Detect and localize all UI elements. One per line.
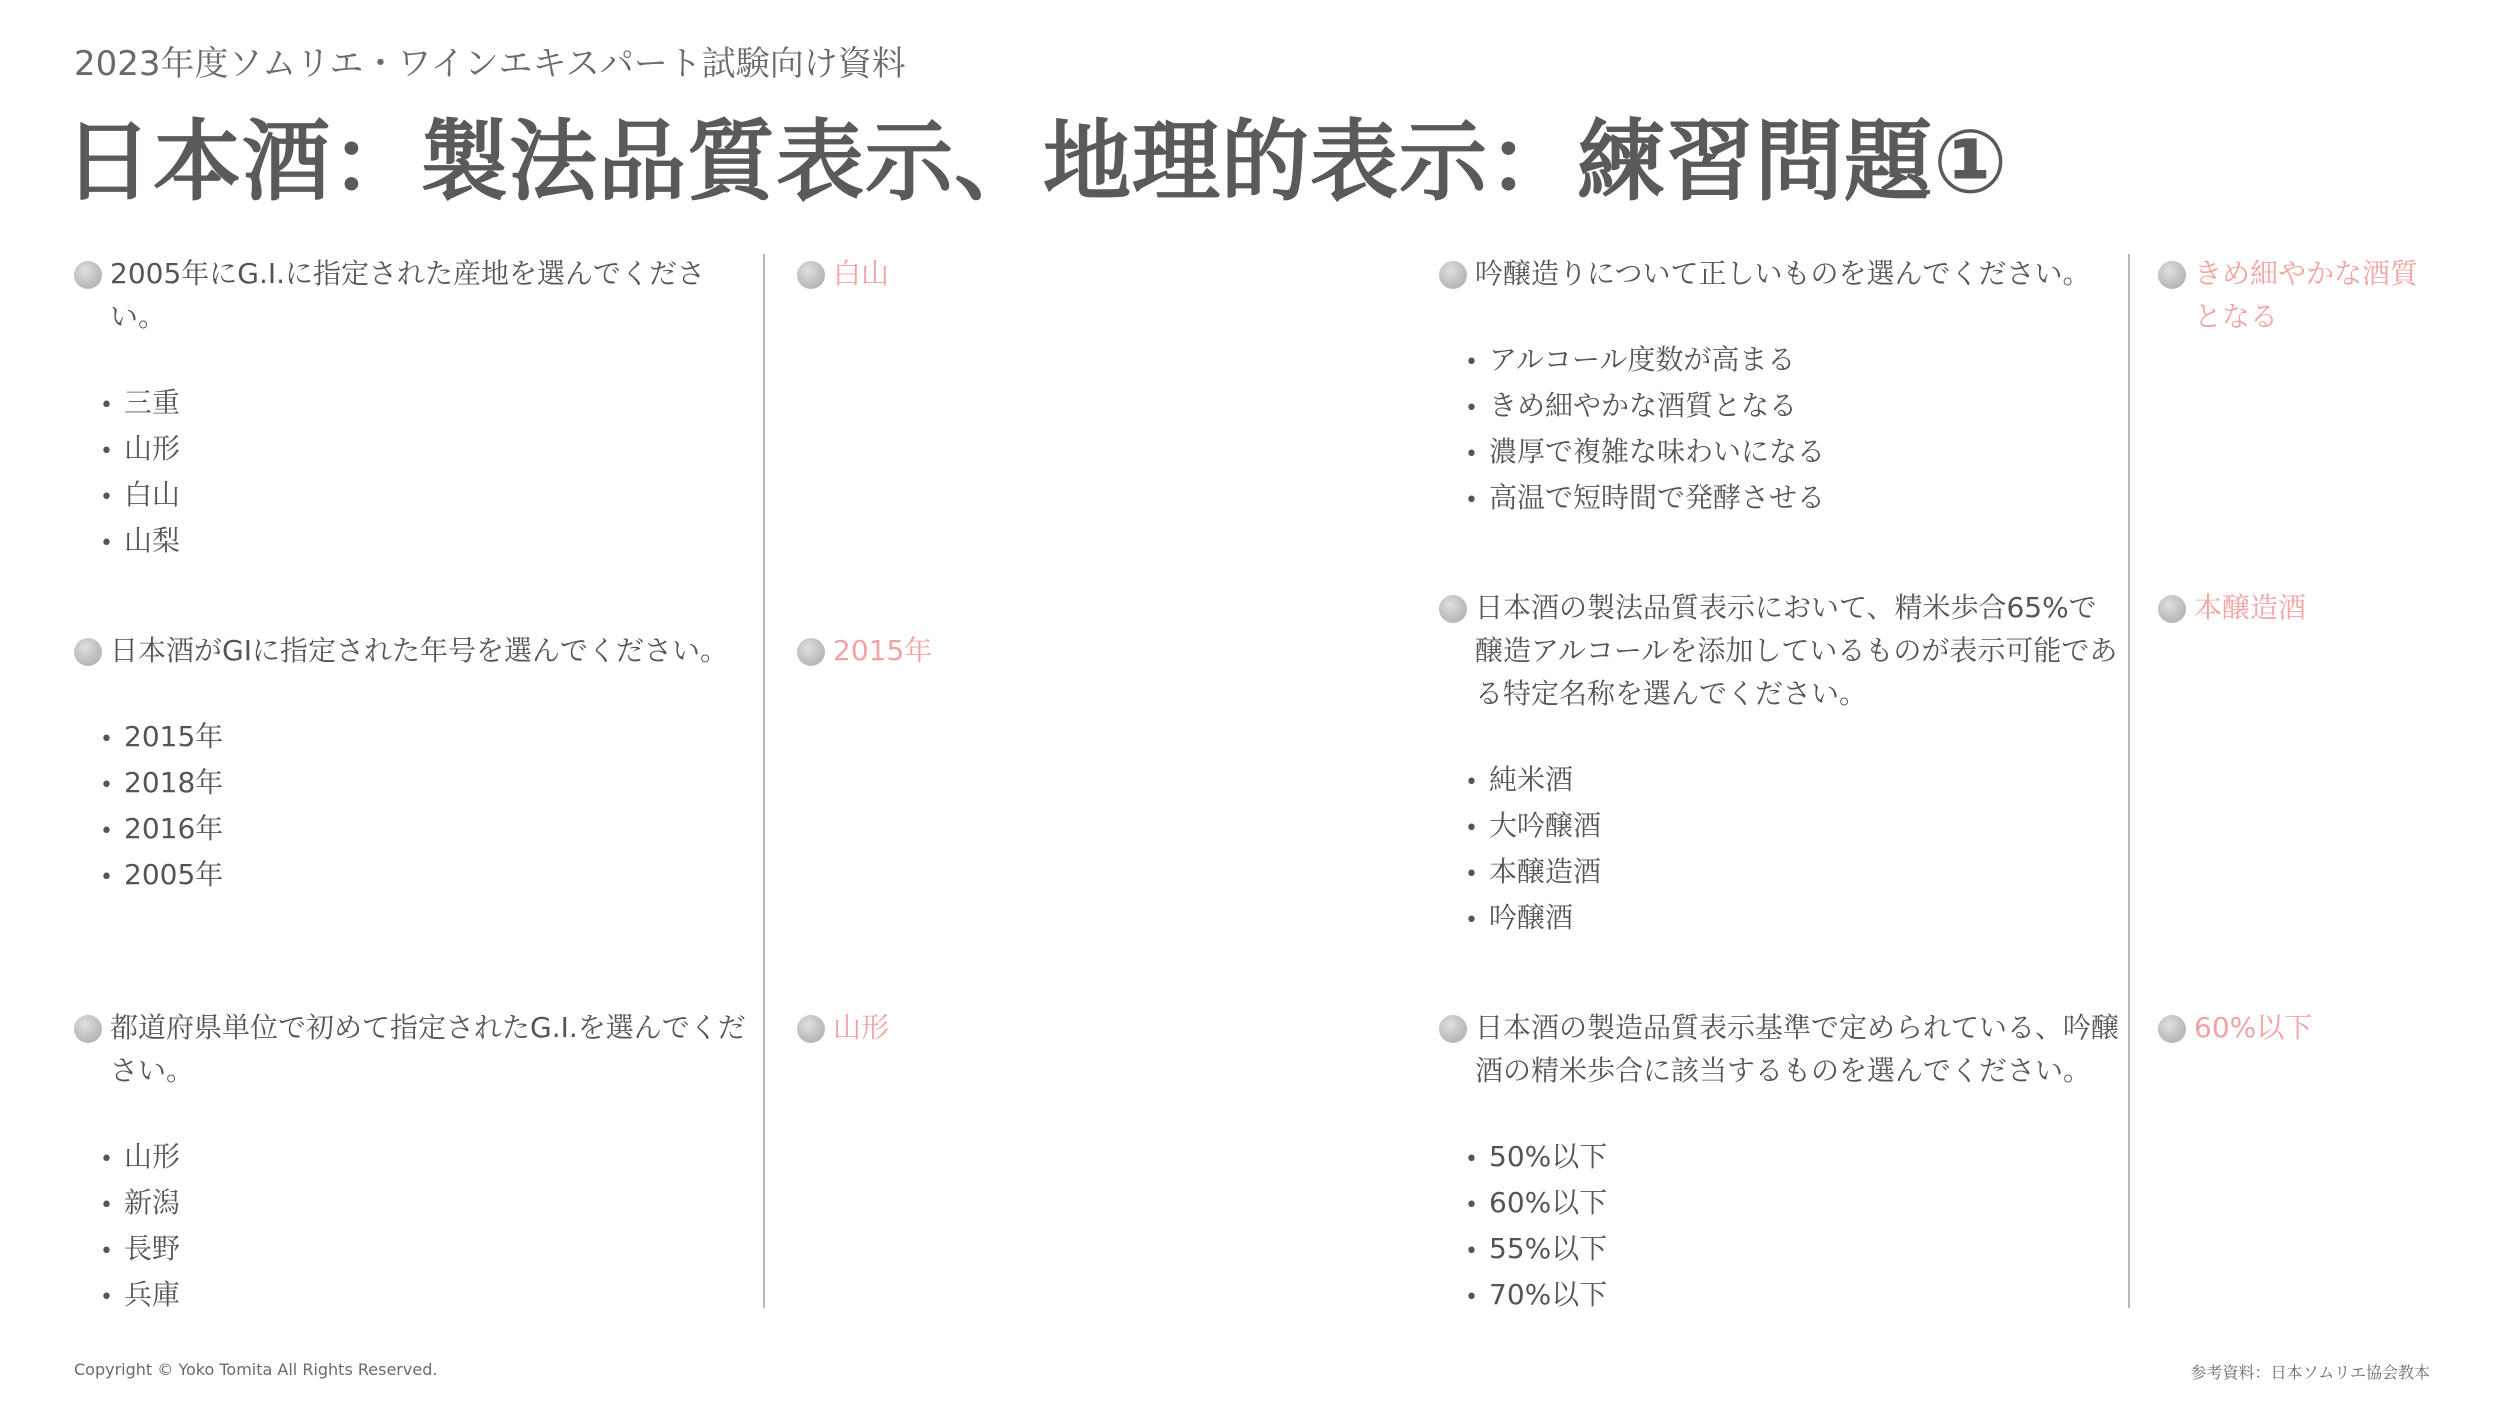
question-bullet-icon: [1439, 1015, 1467, 1043]
question-block-5: [1439, 586, 2119, 942]
answer-bullet-icon: [797, 638, 825, 666]
question-block-1: [74, 252, 754, 565]
slide-subtitle: 2023年度ソムリエ・ワインエキスパート試験向け資料: [74, 44, 906, 84]
question-bullet-icon: [74, 261, 102, 289]
answer-block-6: [2158, 1006, 2428, 1049]
question-bullet-icon: [74, 638, 102, 666]
reference-note: 参考資料：日本ソムリエ協会教本: [2190, 1363, 2430, 1382]
answer-block-2: [797, 629, 1097, 672]
slide-title: 日本酒：製法品質表示、地理的表示：練習問題①: [64, 110, 2009, 213]
option-list: [1439, 758, 2119, 942]
answer-block-4: [2158, 252, 2428, 338]
option-item: • 三重: [100, 386, 181, 419]
option-item: • 60%以下: [1465, 1186, 1608, 1219]
column-divider-right: [2128, 254, 2130, 1308]
option-item: • 高温で短時間で発酵させる: [1465, 481, 1826, 514]
question-bullet-icon: [1439, 595, 1467, 623]
option-item: • 2015年: [100, 720, 224, 753]
option-list: [1439, 338, 2119, 522]
option-list: [74, 1135, 746, 1319]
answer-block-5: [2158, 586, 2428, 629]
option-item: • 2016年: [100, 812, 224, 845]
question-text: 日本酒の製法品質表示において、精米歩合65%で醸造アルコールを添加しているものが表示可能である特定名称を選んでください。: [1475, 591, 2118, 710]
answer-bullet-icon: [797, 1015, 825, 1043]
answer-text: 2015年: [833, 634, 933, 667]
question-block-3: [74, 1006, 746, 1319]
answer-block-1: [797, 252, 1097, 295]
answer-text: 白山: [833, 257, 890, 290]
answer-text: 山形: [833, 1011, 890, 1044]
option-item: • 山形: [100, 432, 181, 465]
question-text: 都道府県単位で初めて指定されたG.I.を選んでください。: [110, 1011, 746, 1087]
option-item: • 濃厚で複雑な味わいになる: [1465, 435, 1826, 468]
copyright-notice: Copyright © Yoko Tomita All Rights Reserved.: [74, 1360, 438, 1379]
answer-text: 本醸造酒: [2194, 591, 2307, 624]
option-item: • 純米酒: [1465, 763, 1574, 796]
option-item: • 2018年: [100, 766, 224, 799]
question-bullet-icon: [74, 1015, 102, 1043]
option-item: • 長野: [100, 1232, 181, 1265]
answer-text: きめ細やかな酒質となる: [2194, 257, 2419, 333]
option-item: • 本醸造酒: [1465, 855, 1602, 888]
option-item: • 兵庫: [100, 1278, 181, 1311]
question-block-6: [1439, 1006, 2119, 1319]
option-item: • 大吟醸酒: [1465, 809, 1602, 842]
answer-bullet-icon: [797, 261, 825, 289]
question-text: 2005年にG.I.に指定された産地を選んでください。: [110, 257, 706, 333]
question-text: 吟醸造りについて正しいものを選んでください。: [1475, 257, 2091, 290]
question-block-4: [1439, 252, 2119, 522]
option-item: • 山梨: [100, 524, 181, 557]
answer-block-3: [797, 1006, 1097, 1049]
option-item: • きめ細やかな酒質となる: [1465, 389, 1798, 422]
question-text: 日本酒がGIに指定された年号を選んでください。: [110, 634, 728, 667]
column-divider-left: [763, 254, 765, 1308]
option-list: [74, 381, 754, 565]
question-bullet-icon: [1439, 261, 1467, 289]
answer-bullet-icon: [2158, 261, 2186, 289]
option-item: • 70%以下: [1465, 1278, 1608, 1311]
question-text: 日本酒の製造品質表示基準で定められている、吟醸酒の精米歩合に該当するものを選んでください。: [1475, 1011, 2120, 1087]
option-item: • 山形: [100, 1140, 181, 1173]
answer-bullet-icon: [2158, 1015, 2186, 1043]
option-item: • 新潟: [100, 1186, 181, 1219]
question-block-2: [74, 629, 754, 899]
option-item: • 50%以下: [1465, 1140, 1608, 1173]
option-item: • 白山: [100, 478, 181, 511]
option-item: • アルコール度数が高まる: [1465, 343, 1796, 376]
option-item: • 2005年: [100, 858, 224, 891]
option-list: [1439, 1135, 2119, 1319]
answer-text: 60%以下: [2194, 1011, 2313, 1044]
option-list: [74, 715, 754, 899]
answer-bullet-icon: [2158, 595, 2186, 623]
option-item: • 吟醸酒: [1465, 901, 1574, 934]
option-item: • 55%以下: [1465, 1232, 1608, 1265]
